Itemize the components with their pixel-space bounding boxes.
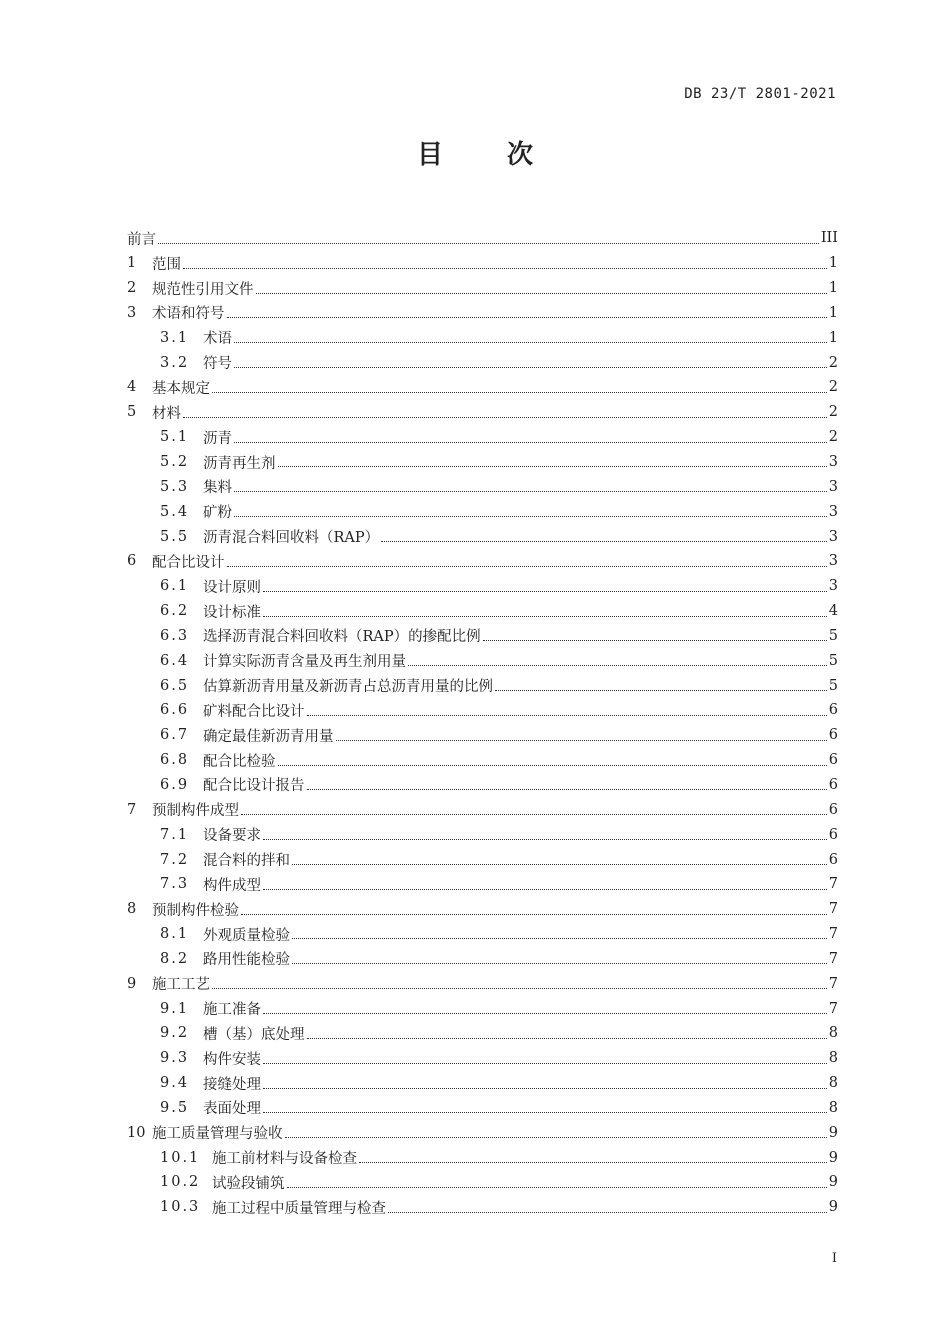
- toc-entry-page: 3: [828, 478, 838, 495]
- toc-entry[interactable]: [127, 797, 838, 822]
- toc-dot-leader: [263, 1111, 827, 1113]
- toc-entry-page: 5: [828, 677, 838, 694]
- toc-entry-number: 5.2: [160, 454, 190, 471]
- toc-entry-number: 5.3: [160, 478, 190, 495]
- toc-entry-page: 6: [828, 826, 838, 843]
- toc-entry[interactable]: [127, 325, 838, 350]
- toc-entry[interactable]: [127, 1120, 838, 1145]
- toc-dot-leader: [307, 714, 827, 716]
- toc-entry-number: 9: [127, 975, 137, 992]
- toc-dot-leader: [234, 366, 827, 368]
- toc-entry-label: 前言: [127, 231, 156, 248]
- toc-entry-number: 4: [127, 379, 137, 396]
- toc-entry[interactable]: [127, 1195, 838, 1220]
- toc-dot-leader: [183, 416, 827, 418]
- toc-dot-leader: [388, 1211, 827, 1213]
- toc-entry[interactable]: [127, 276, 838, 301]
- toc-entry-page: 3: [828, 454, 838, 471]
- toc-entry-label: 基本规定: [152, 380, 210, 397]
- toc-dot-leader: [241, 913, 827, 915]
- toc-entry-page: 6: [828, 776, 838, 793]
- toc-entry-number: 3.1: [160, 329, 190, 346]
- toc-entry-label: 沥青再生剂: [203, 455, 276, 472]
- toc-entry-page: 6: [828, 727, 838, 744]
- toc-entry-page: 6: [828, 752, 838, 769]
- toc-entry[interactable]: [127, 251, 838, 276]
- toc-entry-number: 5.5: [160, 528, 190, 545]
- toc-entry-page: 9: [828, 1174, 838, 1191]
- toc-entry[interactable]: [127, 847, 838, 872]
- toc-entry-page: 2: [828, 429, 838, 446]
- toc-entry[interactable]: [127, 474, 838, 499]
- toc-entry-page: 7: [828, 950, 838, 967]
- toc-entry[interactable]: [127, 1046, 838, 1071]
- toc-entry-label: 材料: [152, 405, 181, 422]
- toc-entry[interactable]: [127, 624, 838, 649]
- toc-entry[interactable]: [127, 1145, 838, 1170]
- toc-entry-number: 3.2: [160, 354, 190, 371]
- toc-entry-number: 9.4: [160, 1075, 190, 1092]
- toc-entry-label: 矿料配合比设计: [203, 703, 305, 720]
- toc-entry-page: 7: [828, 901, 838, 918]
- toc-entry-number: 7.2: [160, 851, 190, 868]
- title-char-1: 目: [416, 140, 443, 170]
- toc-entry[interactable]: [127, 1071, 838, 1096]
- toc-entry[interactable]: [127, 822, 838, 847]
- toc-dot-leader: [212, 391, 827, 393]
- toc-entry-page: III: [820, 230, 838, 247]
- toc-entry-label: 施工质量管理与验收: [152, 1126, 283, 1143]
- toc-entry[interactable]: [127, 748, 838, 773]
- toc-entry-label: 术语和符号: [152, 306, 225, 323]
- toc-entry-page: 2: [828, 404, 838, 421]
- toc-entry-number: 5.4: [160, 503, 190, 520]
- toc-entry-page: 2: [828, 379, 838, 396]
- toc-dot-leader: [278, 764, 827, 766]
- toc-dot-leader: [241, 813, 827, 815]
- toc-entry-label: 槽（基）底处理: [203, 1026, 305, 1043]
- toc-entry-label: 规范性引用文件: [152, 281, 254, 298]
- toc-entry-number: 5.1: [160, 429, 190, 446]
- toc-entry-page: 1: [828, 255, 838, 272]
- toc-entry-page: 8: [828, 1099, 838, 1116]
- toc-entry-page: 5: [828, 627, 838, 644]
- toc-entry-number: 6.6: [160, 702, 190, 719]
- toc-dot-leader: [307, 788, 827, 790]
- toc-dot-leader: [408, 664, 827, 666]
- toc-entry-label: 术语: [203, 331, 232, 348]
- toc-entry-page: 9: [828, 1199, 838, 1216]
- toc-entry-number: 6.3: [160, 627, 190, 644]
- toc-entry-number: 9.5: [160, 1099, 190, 1116]
- toc-entry-label: 配合比设计报告: [203, 778, 305, 795]
- toc-entry[interactable]: [127, 400, 838, 425]
- document-code: DB 23/T 2801-2021: [684, 86, 836, 102]
- toc-entry[interactable]: [127, 450, 838, 475]
- toc-dot-leader: [234, 490, 827, 492]
- toc-entry-label: 估算新沥青用量及新沥青占总沥青用量的比例: [203, 679, 493, 696]
- toc-entry-number: 6.9: [160, 776, 190, 793]
- toc-dot-leader: [234, 515, 827, 517]
- toc-entry-page: 7: [828, 876, 838, 893]
- toc-entry-number: 7: [127, 801, 137, 818]
- toc-entry-label: 构件成型: [203, 877, 261, 894]
- toc-entry-label: 预制构件成型: [152, 803, 239, 820]
- toc-entry-label: 施工工艺: [152, 977, 210, 994]
- toc-entry-label: 矿粉: [203, 505, 232, 522]
- toc-dot-leader: [285, 1136, 827, 1138]
- toc-entry[interactable]: [127, 1021, 838, 1046]
- toc-entry[interactable]: [127, 1170, 838, 1195]
- toc-entry-page: 5: [828, 652, 838, 669]
- toc-entry-page: 3: [828, 503, 838, 520]
- toc-dot-leader: [292, 937, 827, 939]
- toc-entry-label: 沥青混合料回收料（RAP）: [203, 530, 380, 547]
- toc-entry-label: 计算实际沥青含量及再生剂用量: [203, 654, 406, 671]
- page-number: I: [831, 1251, 837, 1266]
- toc-entry-number: 6.5: [160, 677, 190, 694]
- toc-entry-number: 7.3: [160, 876, 190, 893]
- toc-entry[interactable]: [127, 872, 838, 897]
- toc-entry-label: 构件安装: [203, 1051, 261, 1068]
- toc-dot-leader: [158, 242, 819, 244]
- toc-entry-page: 7: [828, 926, 838, 943]
- toc-entry[interactable]: [127, 375, 838, 400]
- toc-dot-leader: [234, 441, 827, 443]
- toc-entry-page: 2: [828, 354, 838, 371]
- toc-entry-number: 6.2: [160, 603, 190, 620]
- toc-entry-number: 9.3: [160, 1050, 190, 1067]
- toc-entry[interactable]: [127, 524, 838, 549]
- toc-entry-page: 4: [828, 603, 838, 620]
- toc-dot-leader: [212, 987, 827, 989]
- toc-entry-label: 预制构件检验: [152, 902, 239, 919]
- toc-entry-number: 3: [127, 304, 137, 321]
- toc-dot-leader: [483, 639, 827, 641]
- toc-entry-number: 9.1: [160, 1000, 190, 1017]
- toc-entry-page: 8: [828, 1050, 838, 1067]
- toc-entry-page: 8: [828, 1025, 838, 1042]
- toc-entry-label: 路用性能检验: [203, 952, 290, 969]
- toc-entry-label: 沥青: [203, 430, 232, 447]
- toc-entry-number: 10: [127, 1124, 146, 1141]
- toc-dot-leader: [307, 1037, 827, 1039]
- toc-dot-leader: [263, 888, 827, 890]
- toc-entry-number: 6.1: [160, 578, 190, 595]
- toc-entry[interactable]: [127, 897, 838, 922]
- toc-dot-leader: [183, 267, 827, 269]
- toc-entry[interactable]: [127, 773, 838, 798]
- toc-dot-leader: [263, 1087, 827, 1089]
- toc-entry-page: 6: [828, 801, 838, 818]
- toc-entry-number: 10.2: [160, 1174, 201, 1191]
- toc-entry-label: 设计原则: [203, 579, 261, 596]
- toc-entry-number: 10.1: [160, 1149, 201, 1166]
- toc-entry-label: 符号: [203, 356, 232, 373]
- toc-entry-number: 8.1: [160, 926, 190, 943]
- toc-dot-leader: [234, 341, 827, 343]
- toc-dot-leader: [287, 1186, 827, 1188]
- toc-entry-label: 集料: [203, 480, 232, 497]
- toc-entry[interactable]: [127, 723, 838, 748]
- toc-entry-label: 表面处理: [203, 1101, 261, 1118]
- toc-entry-number: 6.4: [160, 652, 190, 669]
- toc-dot-leader: [381, 540, 827, 542]
- toc-entry-number: 6.7: [160, 727, 190, 744]
- toc-entry[interactable]: [127, 971, 838, 996]
- toc-entry-page: 1: [828, 329, 838, 346]
- toc-entry[interactable]: [127, 648, 838, 673]
- toc-entry-number: 8: [127, 901, 137, 918]
- toc-entry[interactable]: [127, 1096, 838, 1121]
- toc-dot-leader: [256, 292, 827, 294]
- toc-entry-label: 选择沥青混合料回收料（RAP）的掺配比例: [203, 629, 481, 646]
- toc-dot-leader: [495, 689, 827, 691]
- page-title: [0, 134, 950, 171]
- toc-entry-label: 范围: [152, 256, 181, 273]
- toc-entry-number: 6.8: [160, 752, 190, 769]
- toc-entry-page: 3: [828, 578, 838, 595]
- toc-entry-label: 设计标准: [203, 604, 261, 621]
- toc-entry-number: 1: [127, 255, 137, 272]
- toc-entry-page: 7: [828, 975, 838, 992]
- toc-entry[interactable]: [127, 574, 838, 599]
- toc-dot-leader: [263, 590, 827, 592]
- toc-entry-number: 6: [127, 553, 137, 570]
- toc-entry-page: 6: [828, 702, 838, 719]
- toc-entry-page: 7: [828, 1000, 838, 1017]
- toc-entry-label: 配合比设计: [152, 554, 225, 571]
- toc-dot-leader: [336, 739, 827, 741]
- toc-entry-label: 混合料的拌和: [203, 853, 290, 870]
- toc-entry-label: 施工前材料与设备检查: [212, 1151, 357, 1168]
- toc-entry[interactable]: [127, 599, 838, 624]
- toc-entry-label: 配合比检验: [203, 753, 276, 770]
- toc-entry-number: 2: [127, 280, 137, 297]
- toc-dot-leader: [263, 1012, 827, 1014]
- toc-entry-page: 6: [828, 851, 838, 868]
- toc-entry[interactable]: [127, 350, 838, 375]
- toc-entry-page: 1: [828, 304, 838, 321]
- toc-entry-page: 9: [828, 1149, 838, 1166]
- toc-dot-leader: [263, 1062, 827, 1064]
- toc-dot-leader: [263, 838, 827, 840]
- toc-dot-leader: [227, 565, 827, 567]
- toc-entry[interactable]: [127, 226, 838, 251]
- toc-entry-page: 3: [828, 553, 838, 570]
- toc-entry-number: 7.1: [160, 826, 190, 843]
- toc-entry-label: 设备要求: [203, 828, 261, 845]
- toc-entry[interactable]: [127, 946, 838, 971]
- toc-entry-label: 接缝处理: [203, 1076, 261, 1093]
- toc-entry[interactable]: [127, 922, 838, 947]
- toc-entry-label: 施工过程中质量管理与检查: [212, 1200, 386, 1217]
- toc-entry[interactable]: [127, 996, 838, 1021]
- toc-entry-label: 试验段铺筑: [212, 1175, 285, 1192]
- toc-entry[interactable]: [127, 499, 838, 524]
- toc-entry-label: 外观质量检验: [203, 927, 290, 944]
- toc-entry[interactable]: [127, 673, 838, 698]
- toc-entry-page: 3: [828, 528, 838, 545]
- toc-dot-leader: [227, 316, 827, 318]
- toc-entry[interactable]: [127, 698, 838, 723]
- toc-entry-number: 5: [127, 404, 137, 421]
- toc-dot-leader: [292, 863, 827, 865]
- table-of-contents: [127, 226, 838, 1220]
- toc-dot-leader: [278, 465, 827, 467]
- toc-entry-number: 10.3: [160, 1199, 201, 1216]
- toc-dot-leader: [359, 1161, 827, 1163]
- toc-entry-label: 确定最佳新沥青用量: [203, 728, 334, 745]
- toc-entry-label: 施工准备: [203, 1002, 261, 1019]
- toc-entry[interactable]: [127, 425, 838, 450]
- toc-entry[interactable]: [127, 301, 838, 326]
- toc-entry[interactable]: [127, 549, 838, 574]
- toc-dot-leader: [263, 615, 827, 617]
- title-char-2: 次: [507, 140, 534, 170]
- toc-entry-number: 9.2: [160, 1025, 190, 1042]
- toc-entry-page: 9: [828, 1124, 838, 1141]
- toc-entry-number: 8.2: [160, 950, 190, 967]
- toc-dot-leader: [292, 962, 827, 964]
- toc-entry-page: 8: [828, 1075, 838, 1092]
- toc-entry-page: 1: [828, 280, 838, 297]
